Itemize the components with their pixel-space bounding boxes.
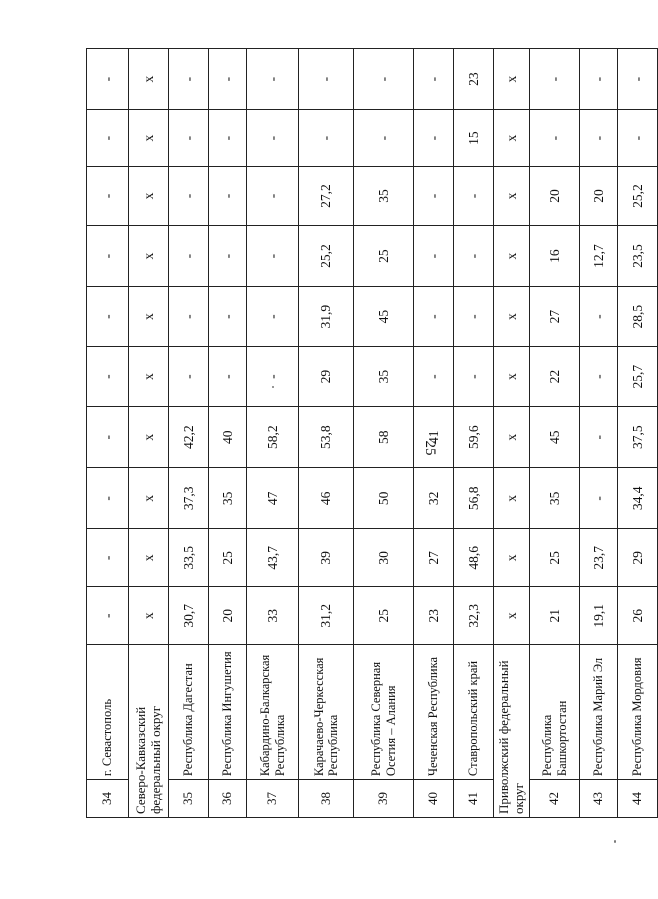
region-name-cell: г. Севастополь (87, 645, 129, 780)
value-cell: - (454, 347, 494, 407)
value-cell: x (494, 287, 530, 347)
value-cell: 35 (354, 167, 414, 226)
value-cell: 25 (530, 529, 580, 587)
value-cell: - (169, 226, 209, 287)
value-cell: - (580, 407, 618, 468)
table-row (209, 49, 247, 818)
table-row (299, 49, 354, 818)
table-row (454, 49, 494, 818)
value-cell: - (247, 287, 299, 347)
value-cell: - (414, 110, 454, 167)
value-cell: - (247, 49, 299, 110)
page-number: 25 (422, 440, 439, 456)
value-cell: - (247, 347, 299, 407)
row-number-cell: 42 (530, 780, 580, 818)
value-cell: x (129, 287, 169, 347)
value-cell: - (299, 110, 354, 167)
value-cell: 31,9 (299, 287, 354, 347)
value-cell: 33 (247, 587, 299, 645)
value-cell: 27 (414, 529, 454, 587)
value-cell: - (87, 347, 129, 407)
value-cell: - (209, 167, 247, 226)
value-cell: x (494, 49, 530, 110)
table-row (618, 49, 658, 818)
region-name-cell: Республика Дагестан (169, 645, 209, 780)
table-body (87, 49, 658, 818)
value-cell: 31,2 (299, 587, 354, 645)
table-row (580, 49, 618, 818)
value-cell: - (169, 110, 209, 167)
value-cell: x (129, 110, 169, 167)
speck-mark (272, 386, 274, 388)
value-cell: - (580, 287, 618, 347)
value-cell: 27,2 (299, 167, 354, 226)
value-cell: - (209, 110, 247, 167)
value-cell: 20 (580, 167, 618, 226)
value-cell: - (87, 110, 129, 167)
table-row (87, 49, 129, 818)
value-cell: - (580, 347, 618, 407)
value-cell: 48,6 (454, 529, 494, 587)
value-cell: - (169, 347, 209, 407)
table-row (494, 49, 530, 818)
value-cell: - (87, 407, 129, 468)
value-cell: 43,7 (247, 529, 299, 587)
value-cell: - (247, 226, 299, 287)
value-cell: - (354, 49, 414, 110)
value-cell: 29 (299, 347, 354, 407)
value-cell: 56,8 (454, 468, 494, 529)
value-cell: 23 (454, 49, 494, 110)
value-cell: 46 (299, 468, 354, 529)
table-row (169, 49, 209, 818)
value-cell: x (494, 587, 530, 645)
value-cell: 37,3 (169, 468, 209, 529)
value-cell: 45 (354, 287, 414, 347)
region-name-cell: Республика Ингушетия (209, 645, 247, 780)
region-name-cell: Республика Марий Эл (580, 645, 618, 780)
value-cell: x (494, 226, 530, 287)
value-cell: - (530, 49, 580, 110)
value-cell: x (129, 407, 169, 468)
value-cell: - (209, 226, 247, 287)
value-cell: 58 (354, 407, 414, 468)
value-cell: x (129, 587, 169, 645)
value-cell: - (618, 49, 658, 110)
value-cell: x (129, 529, 169, 587)
value-cell: 33,5 (169, 529, 209, 587)
indicators-table (86, 48, 658, 818)
value-cell: - (580, 49, 618, 110)
row-number-cell: 44 (618, 780, 658, 818)
value-cell: 16 (530, 226, 580, 287)
region-name-cell: Карачаево-Черкесская Республика (299, 645, 354, 780)
value-cell: 35 (530, 468, 580, 529)
value-cell: 12,7 (580, 226, 618, 287)
value-cell: 32,3 (454, 587, 494, 645)
value-cell: 59,6 (454, 407, 494, 468)
value-cell: 35 (209, 468, 247, 529)
row-number-cell: 43 (580, 780, 618, 818)
value-cell: 19,1 (580, 587, 618, 645)
value-cell: - (209, 347, 247, 407)
value-cell: 28,5 (618, 287, 658, 347)
federal-district-cell: Северо-Кавказский федеральный округ (129, 645, 169, 818)
value-cell: 34,4 (618, 468, 658, 529)
value-cell: - (454, 287, 494, 347)
value-cell: 37,5 (618, 407, 658, 468)
value-cell: 20 (209, 587, 247, 645)
value-cell: - (530, 110, 580, 167)
value-cell: - (414, 287, 454, 347)
value-cell: 25,2 (618, 167, 658, 226)
row-number-cell: 35 (169, 780, 209, 818)
value-cell: x (494, 529, 530, 587)
value-cell: x (494, 347, 530, 407)
value-cell: - (209, 287, 247, 347)
value-cell: 21 (530, 587, 580, 645)
row-number-cell: 39 (354, 780, 414, 818)
value-cell: 22 (530, 347, 580, 407)
value-cell: 47 (247, 468, 299, 529)
region-name-cell: Ставропольский край (454, 645, 494, 780)
value-cell: 25 (209, 529, 247, 587)
value-cell: - (87, 468, 129, 529)
row-number-cell: 34 (87, 780, 129, 818)
value-cell: - (87, 587, 129, 645)
value-cell: 20 (530, 167, 580, 226)
value-cell: 42,2 (169, 407, 209, 468)
value-cell: 23,7 (580, 529, 618, 587)
value-cell: 32 (414, 468, 454, 529)
row-number-cell: 36 (209, 780, 247, 818)
value-cell: - (414, 49, 454, 110)
value-cell: - (618, 110, 658, 167)
value-cell: - (87, 49, 129, 110)
value-cell: 30,7 (169, 587, 209, 645)
row-number-cell: 38 (299, 780, 354, 818)
value-cell: - (87, 226, 129, 287)
value-cell: - (414, 347, 454, 407)
value-cell: x (494, 167, 530, 226)
value-cell: - (454, 226, 494, 287)
value-cell: x (494, 468, 530, 529)
value-cell: x (129, 49, 169, 110)
value-cell: x (129, 347, 169, 407)
region-name-cell: Республика Башкортостан (530, 645, 580, 780)
value-cell: 27 (530, 287, 580, 347)
row-number-cell: 37 (247, 780, 299, 818)
table-row (129, 49, 169, 818)
value-cell: x (129, 167, 169, 226)
value-cell: - (169, 49, 209, 110)
value-cell: 23,5 (618, 226, 658, 287)
table-row (414, 49, 454, 818)
table-row (247, 49, 299, 818)
table-row (354, 49, 414, 818)
value-cell: - (580, 468, 618, 529)
value-cell: - (87, 529, 129, 587)
value-cell: 39 (299, 529, 354, 587)
value-cell: - (247, 110, 299, 167)
value-cell: 25 (354, 587, 414, 645)
federal-district-cell: Приволжский федеральный округ (494, 645, 530, 818)
value-cell: - (299, 49, 354, 110)
value-cell: 25 (354, 226, 414, 287)
value-cell: - (169, 287, 209, 347)
value-cell: - (454, 167, 494, 226)
value-cell: 45 (530, 407, 580, 468)
value-cell: x (129, 468, 169, 529)
row-number-cell: 40 (414, 780, 454, 818)
region-name-cell: Республика Мордовия (618, 645, 658, 780)
value-cell: 35 (354, 347, 414, 407)
value-cell: x (494, 407, 530, 468)
value-cell: - (87, 167, 129, 226)
value-cell: 40 (209, 407, 247, 468)
rotated-table-container (86, 48, 645, 818)
value-cell: 53,8 (299, 407, 354, 468)
value-cell: 41 (414, 407, 454, 468)
value-cell: 58,2 (247, 407, 299, 468)
row-number-cell: 41 (454, 780, 494, 818)
value-cell: x (129, 226, 169, 287)
value-cell: - (87, 287, 129, 347)
value-cell: - (354, 110, 414, 167)
value-cell: 30 (354, 529, 414, 587)
value-cell: 25,7 (618, 347, 658, 407)
region-name-cell: Чеченская Республика (414, 645, 454, 780)
value-cell: 23 (414, 587, 454, 645)
value-cell: - (414, 226, 454, 287)
value-cell: 29 (618, 529, 658, 587)
table-row (530, 49, 580, 818)
value-cell: - (580, 110, 618, 167)
region-name-cell: Республика Северная Осетия – Алания (354, 645, 414, 780)
value-cell: - (247, 167, 299, 226)
region-name-cell: Кабардино-Балкарская Республика (247, 645, 299, 780)
value-cell: 26 (618, 587, 658, 645)
value-cell: 15 (454, 110, 494, 167)
value-cell: - (209, 49, 247, 110)
value-cell: x (494, 110, 530, 167)
value-cell: - (169, 167, 209, 226)
value-cell: 25,2 (299, 226, 354, 287)
value-cell: 50 (354, 468, 414, 529)
value-cell: - (414, 167, 454, 226)
speck-mark (614, 840, 616, 843)
